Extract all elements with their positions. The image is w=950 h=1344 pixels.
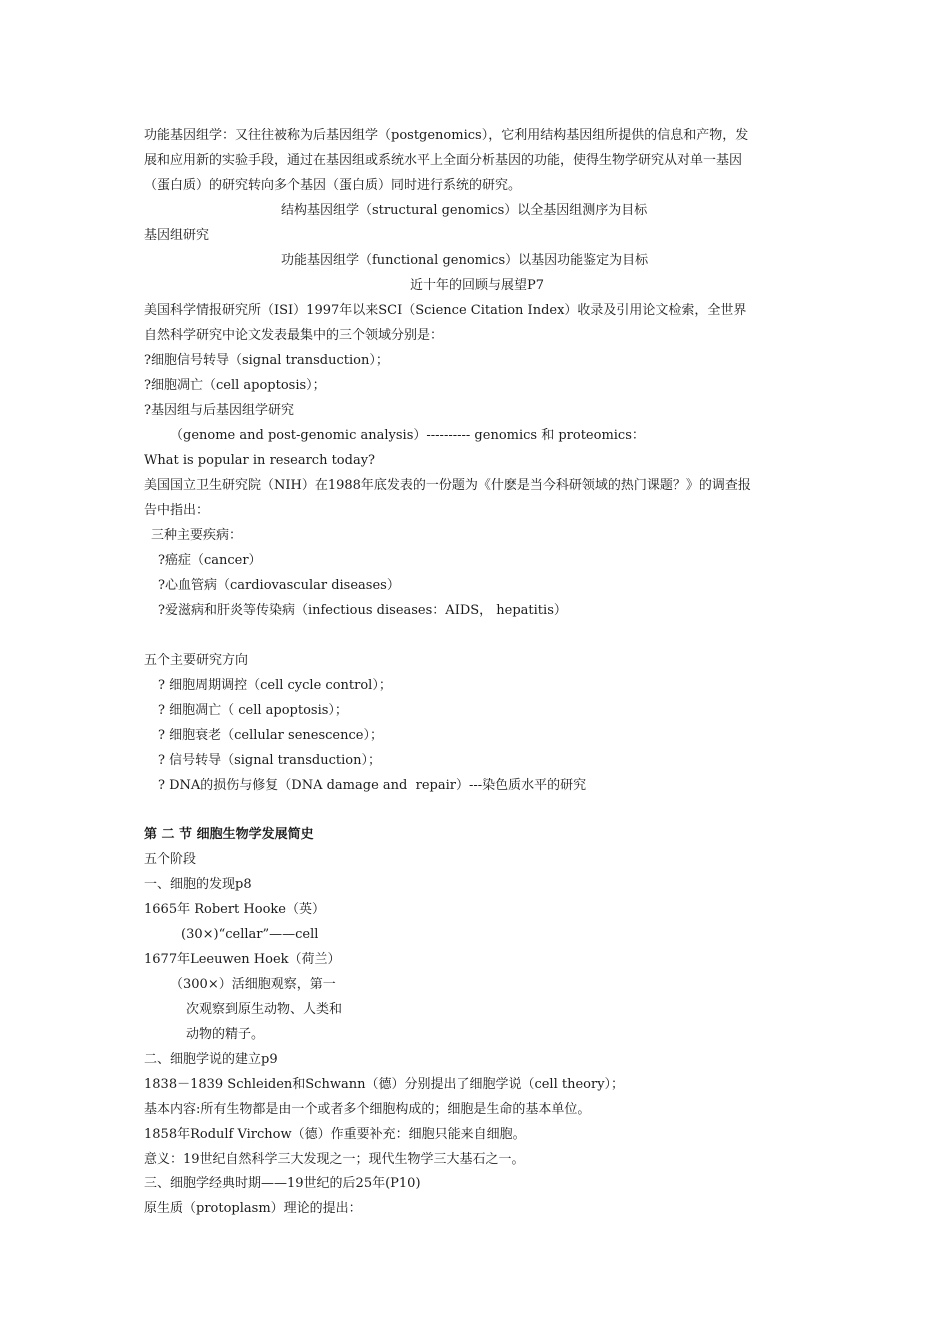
text-line: 美国科学情报研究所（ISI）1997年以来SCI（Science Citation Index）收录及引用论文检索，全世界 bbox=[144, 303, 747, 318]
text-line: 近十年的回顾与展望P7 bbox=[410, 278, 545, 293]
section-heading: 第 二 节 细胞生物学发展简史 bbox=[144, 827, 314, 842]
text-line: ? 细胞周期调控（cell cycle control）； bbox=[158, 678, 392, 693]
text-line: ? DNA的损伤与修复（DNA damage and repair）---染色质水平的研究 bbox=[158, 778, 587, 793]
text-line: ?细胞信号转导（signal transduction）； bbox=[144, 353, 389, 368]
text-line: 二、细胞学说的建立p9 bbox=[144, 1052, 278, 1067]
text-line: ? 信号转导（signal transduction）； bbox=[158, 753, 381, 768]
text-line: 三、细胞学经典时期——19世纪的后25年(P10) bbox=[144, 1176, 421, 1191]
text-line: ? 细胞衰老（cellular senescence）； bbox=[158, 728, 383, 743]
text-line: ?心血管病（cardiovascular diseases） bbox=[158, 578, 400, 593]
text-line: 展和应用新的实验手段，通过在基因组或系统水平上全面分析基因的功能，使得生物学研究从对单一基因 bbox=[144, 153, 743, 168]
text-line: ?癌症（cancer） bbox=[158, 553, 262, 568]
text-line: 基因组研究 bbox=[144, 228, 210, 243]
text-line: 1677年Leeuwen Hoek（荷兰） bbox=[144, 952, 341, 967]
text-line: 自然科学研究中论文发表最集中的三个领域分别是： bbox=[144, 328, 444, 343]
text-line: 次观察到原生动物、人类和 bbox=[186, 1002, 343, 1017]
text-line: 1665年 Robert Hooke（英） bbox=[144, 902, 325, 917]
text-line: 功能基因组学：又往往被称为后基因组学（postgenomics），它利用结构基因组所提供的信息和产物，发 bbox=[144, 128, 749, 143]
text-line: 意义：19世纪自然科学三大发现之一；现代生物学三大基石之一。 bbox=[144, 1152, 525, 1167]
text-line: （genome and post-genomic analysis）---------- genomics 和 proteomics： bbox=[170, 428, 645, 443]
text-line: 五个阶段 bbox=[144, 852, 197, 867]
text-line: （300×）活细胞观察，第一 bbox=[170, 977, 336, 992]
text-line: (30×)“cellar”——cell bbox=[181, 927, 319, 942]
text-line: ?爱滋病和肝炎等传染病（infectious diseases：AIDS， hepatitis） bbox=[158, 603, 567, 618]
text-line: 基本内容:所有生物都是由一个或者多个细胞构成的；细胞是生命的基本单位。 bbox=[144, 1102, 591, 1117]
text-line: 动物的精子。 bbox=[186, 1027, 265, 1042]
text-line: 告中指出： bbox=[144, 503, 210, 518]
text-line: 三种主要疾病： bbox=[151, 528, 243, 543]
text-line: ?基因组与后基因组学研究 bbox=[144, 403, 294, 418]
text-line: 1858年Rodulf Virchow（德）作重要补充：细胞只能来自细胞。 bbox=[144, 1127, 526, 1142]
text-line: ?细胞凋亡（cell apoptosis）； bbox=[144, 378, 326, 393]
text-line: 结构基因组学（structural genomics）以全基因组测序为目标 bbox=[281, 203, 648, 218]
text-line: 美国国立卫生研究院（NIH）在1988年底发表的一份题为《什麽是当今科研领域的热门课题？》的调查报 bbox=[144, 478, 751, 493]
text-line: 功能基因组学（functional genomics）以基因功能鉴定为目标 bbox=[281, 253, 649, 268]
text-line: What is popular in research today? bbox=[144, 453, 376, 468]
text-line: 1838－1839 Schleiden和Schwann（德）分别提出了细胞学说（cell theory）； bbox=[144, 1077, 625, 1092]
text-line: （蛋白质）的研究转向多个基因（蛋白质）同时进行系统的研究。 bbox=[144, 178, 522, 193]
text-line: 一、细胞的发现p8 bbox=[144, 877, 252, 892]
text-line: 原生质（protoplasm）理论的提出： bbox=[144, 1201, 362, 1216]
text-line: ? 细胞凋亡（ cell apoptosis）； bbox=[158, 703, 348, 718]
text-line: 五个主要研究方向 bbox=[144, 653, 249, 668]
